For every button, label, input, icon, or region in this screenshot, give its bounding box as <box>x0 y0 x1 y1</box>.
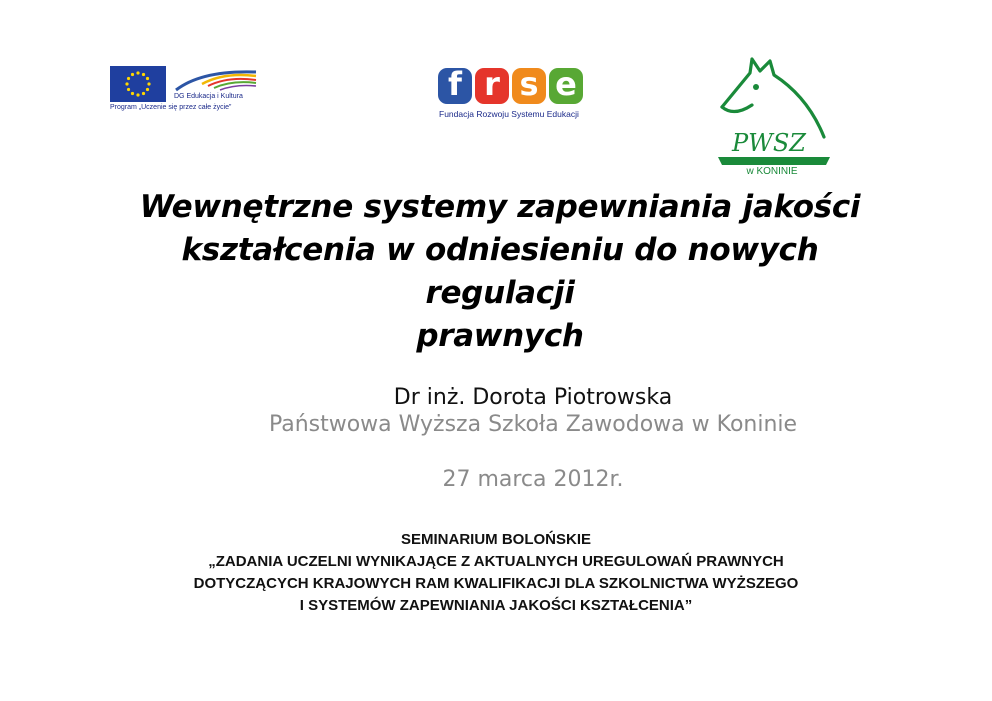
seminar-block <box>96 529 896 617</box>
frse-letter-r: r <box>475 68 509 104</box>
eu-dg-label: DG Edukacja i Kultura <box>174 93 243 100</box>
horse-head-icon <box>712 57 838 175</box>
pwsz-logo <box>712 57 838 175</box>
author-name: Dr inż. Dorota Piotrowska <box>393 385 673 410</box>
eu-program-logo <box>110 66 260 114</box>
seminar-line-2: „ZADANIA UCZELNI WYNIKAJĄCE Z AKTUALNYCH UREGULOWAŃ PRAWNYCH <box>208 553 784 570</box>
presentation-date: 27 marca 2012r. <box>442 467 624 492</box>
seminar-line-4: I SYSTEMÓW ZAPEWNIANIA JAKOŚCI KSZTAŁCENIA” <box>299 597 693 614</box>
pwsz-caption: w KONINIE <box>746 166 798 175</box>
eu-program-label: Program „Uczenie się przez całe życie” <box>110 104 232 111</box>
frse-letter-f: f <box>438 68 472 104</box>
eu-flag-icon <box>110 66 166 102</box>
frse-letter-s: s <box>512 68 546 104</box>
presentation-title <box>120 186 880 358</box>
title-line-2: kształcenia w odniesieniu do nowych regulacji <box>181 232 819 311</box>
frse-caption: Fundacja Rozwoju Systemu Edukacji <box>439 109 579 119</box>
seminar-line-3: DOTYCZĄCYCH KRAJOWYCH RAM KWALIFIKACJI DLA SZKOLNICTWA WYŻSZEGO <box>193 575 799 592</box>
title-line-1: Wewnętrzne systemy zapewniania jakości <box>139 189 861 225</box>
title-line-3: prawnych <box>416 318 584 354</box>
frse-logo <box>438 65 598 120</box>
pwsz-wordmark: PWSZ <box>732 129 806 157</box>
lifelong-learning-swoosh-icon <box>172 66 258 94</box>
frse-letter-e: e <box>549 68 583 104</box>
institution-name: Państwowa Wyższa Szkoła Zawodowa w Koninie <box>268 412 798 437</box>
seminar-line-1: SEMINARIUM BOLOŃSKIE <box>400 531 591 548</box>
